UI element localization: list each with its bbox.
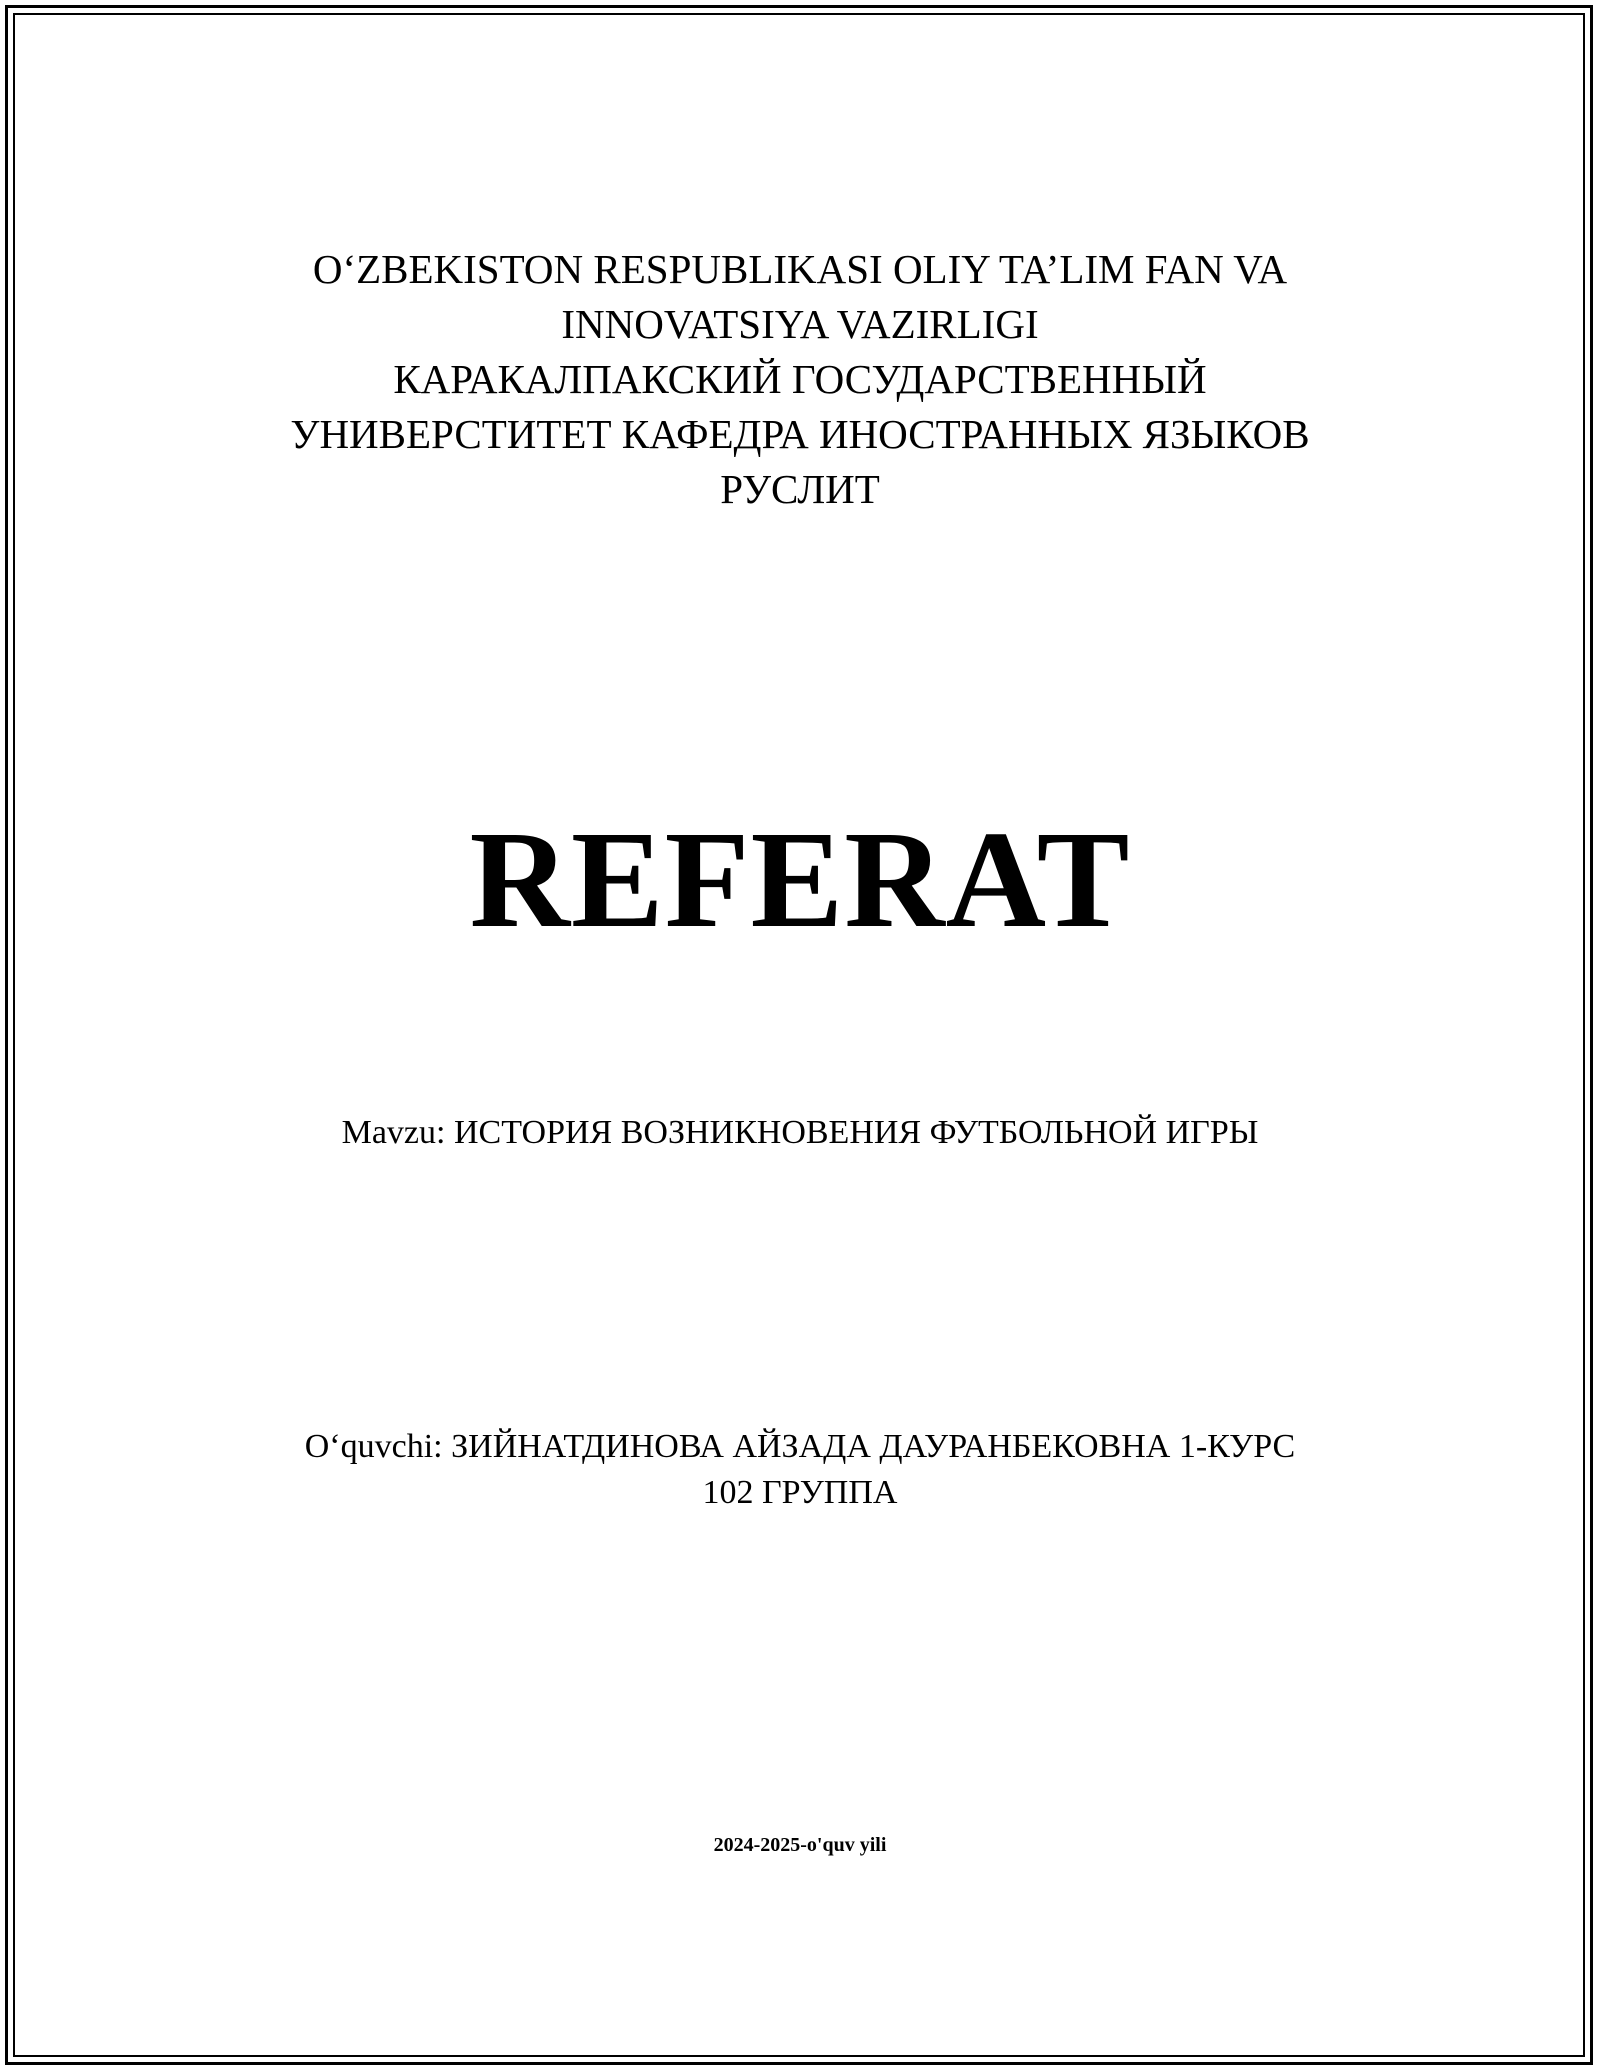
ministry-header xyxy=(0,242,1600,517)
topic-label: Mavzu: xyxy=(341,1114,446,1151)
student-name: ЗИЙНАТДИНОВА АЙЗАДА ДАУРАНБЕКОВНА 1-КУРС xyxy=(451,1428,1296,1465)
student-group: 102 ГРУППА xyxy=(702,1474,898,1511)
academic-year: 2024-2025-o'quv yili xyxy=(713,1834,887,1856)
header-line: УНИВЕРСТИТЕТ КАФЕДРА ИНОСТРАННЫХ ЯЗЫКОВ xyxy=(290,411,1310,457)
header-line: РУСЛИТ xyxy=(720,466,880,512)
document-title: REFERAT xyxy=(469,803,1131,957)
student-label: O‘quvchi: xyxy=(304,1428,443,1465)
header-line: КАРАКАЛПАКСКИЙ ГОСУДАРСТВЕННЫЙ xyxy=(393,356,1207,402)
topic-value: ИСТОРИЯ ВОЗНИКНОВЕНИЯ ФУТБОЛЬНОЙ ИГРЫ xyxy=(453,1114,1259,1151)
topic-line xyxy=(0,1110,1600,1156)
header-line: INNOVATSIYA VAZIRLIGI xyxy=(561,301,1039,347)
student-info xyxy=(0,1424,1600,1516)
header-line: O‘ZBEKISTON RESPUBLIKASI OLIY TA’LIM FAN VA xyxy=(312,246,1288,292)
student-line-1 xyxy=(0,1424,1600,1470)
